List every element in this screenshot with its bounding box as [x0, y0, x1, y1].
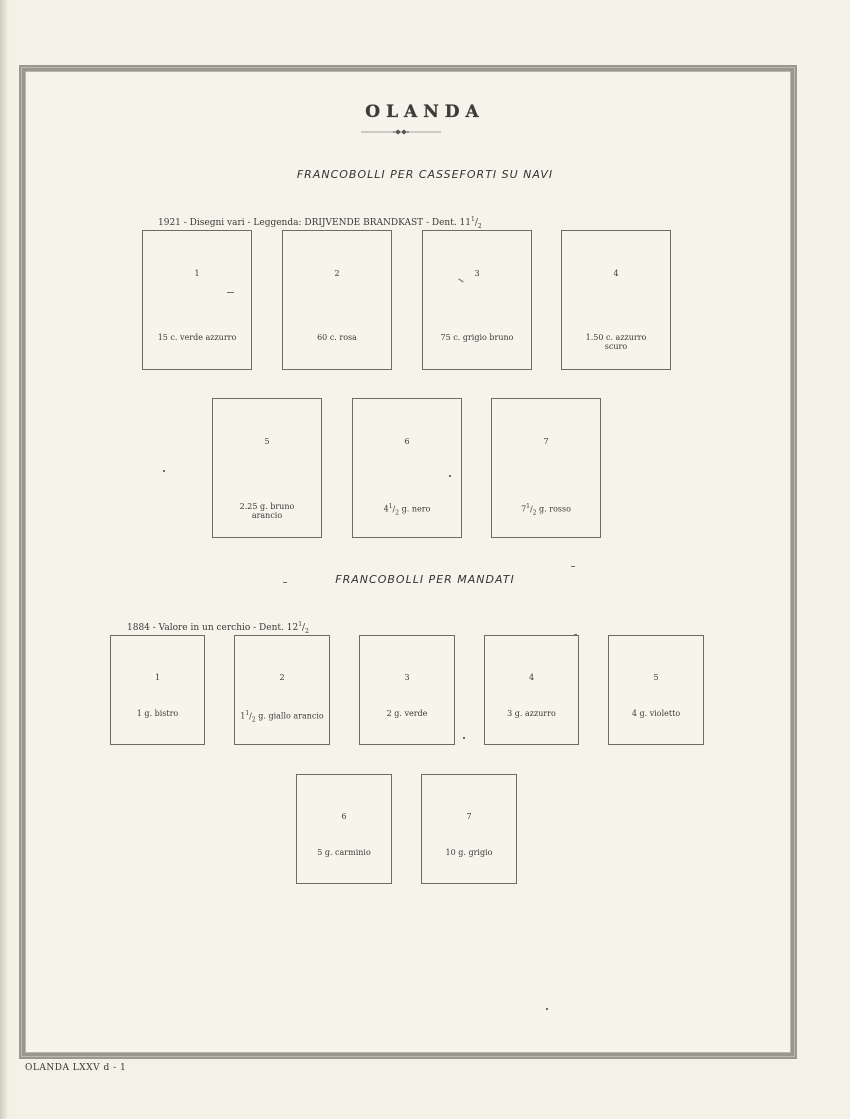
issue-frac-den: 2 [477, 222, 482, 230]
issue-frac-num: 1 [298, 621, 303, 628]
stamp-description: 3 g. azzurro [507, 709, 556, 718]
page-border-frame [19, 65, 797, 1059]
stamp-space [234, 635, 330, 745]
issue-frac-num: 1 [471, 216, 475, 223]
stamp-frac-num: 1 [526, 503, 530, 510]
stamp-number: 3 [474, 269, 480, 278]
issue-line-1921: 1921 - Disegni vari - Leggenda: DRIJVENDE BRANDKAST - Dent. $11^1/_2$ [158, 216, 482, 230]
stamp-space [212, 398, 322, 538]
issue-frac-den: 2 [305, 627, 309, 635]
stamp-desc-prefix: 4 [383, 504, 389, 514]
stamp-desc-suffix: g. giallo arancio [255, 711, 324, 721]
stamp-number: 6 [404, 437, 410, 446]
stamp-description: 2.25 g. bruno arancio [239, 502, 295, 520]
stamp-frac-num: 1 [245, 710, 250, 717]
stamp-space [296, 774, 392, 884]
paper-speck [571, 566, 575, 567]
stamp-number: 1 [194, 269, 200, 278]
section-heading-money-order-stamps: FRANCOBOLLI PER MANDATI [335, 573, 515, 586]
stamp-number: 7 [466, 812, 472, 821]
stamp-frac-num: 1 [388, 503, 393, 510]
stamp-description: 75 c. grigio bruno [440, 333, 514, 342]
stamp-desc-prefix: 7 [521, 504, 527, 514]
stamp-number: 2 [279, 673, 285, 682]
stamp-space [484, 635, 579, 745]
stamp-space [491, 398, 601, 538]
stamp-description: 5 g. carminio [317, 848, 371, 857]
stamp-space [561, 230, 671, 370]
stamp-description: 4 g. violetto [631, 709, 681, 718]
stamp-description: 1.50 c. azzurro scuro [585, 333, 647, 351]
stamp-description: $1^1/_2$ g. giallo arancio [240, 710, 324, 724]
stamp-space [422, 230, 532, 370]
stamp-space [110, 635, 205, 745]
stamp-space [282, 230, 392, 370]
page-footer-code: OLANDA LXXV d - 1 [25, 1063, 127, 1073]
stamp-frac-den: 2 [532, 509, 537, 517]
stamp-desc-prefix: 1 [240, 711, 246, 721]
stamp-number: 6 [341, 812, 347, 821]
issue-line-text: 1884 - Valore in un cerchio - Dent. 12 [127, 623, 299, 633]
issue-line-1884: 1884 - Valore in un cerchio - Dent. $12^1/_2$ [127, 621, 309, 635]
stamp-frac-den: 2 [251, 716, 256, 724]
page-title: OLANDA [365, 102, 485, 122]
paper-speck [227, 292, 234, 293]
stamp-space [421, 774, 517, 884]
stamp-space [352, 398, 462, 538]
paper-speck [163, 470, 165, 472]
issue-line-text: 1921 - Disegni vari - Leggenda: DRIJVENDE BRANDKAST - Dent. 11 [158, 218, 472, 228]
stamp-number: 5 [264, 437, 270, 446]
stamp-description: $7^1/_2$ g. rosso [521, 503, 571, 517]
stamp-number: 4 [613, 269, 619, 278]
stamp-description: 2 g. verde [386, 709, 428, 718]
section-heading-safe-stamps: FRANCOBOLLI PER CASSEFORTI SU NAVI [296, 168, 554, 181]
paper-speck [283, 582, 287, 583]
stamp-number: 2 [334, 269, 340, 278]
stamp-desc-suffix: g. nero [399, 504, 431, 514]
paper-speck [449, 475, 451, 477]
stamp-description: 15 c. verde azzurro [157, 333, 237, 342]
title-ornament [361, 128, 441, 136]
paper-speck [463, 737, 465, 739]
stamp-description: 60 c. rosa [317, 333, 357, 342]
stamp-number: 1 [154, 673, 161, 682]
paper-speck [574, 634, 577, 635]
stamp-description: $4^1/_2$ g. nero [383, 503, 431, 517]
paper-speck [546, 1008, 548, 1010]
stamp-number: 5 [653, 673, 659, 682]
stamp-space [142, 230, 252, 370]
stamp-space [359, 635, 455, 745]
stamp-desc-suffix: g. rosso [536, 504, 571, 514]
stamp-space [608, 635, 704, 745]
stamp-frac-den: 2 [395, 509, 400, 517]
stamp-number: 4 [528, 673, 535, 682]
stamp-number: 7 [543, 437, 549, 446]
stamp-description: 1 g. bistro [136, 709, 179, 718]
stamp-description: 10 g. grigio [445, 848, 493, 857]
stamp-number: 3 [404, 673, 410, 682]
